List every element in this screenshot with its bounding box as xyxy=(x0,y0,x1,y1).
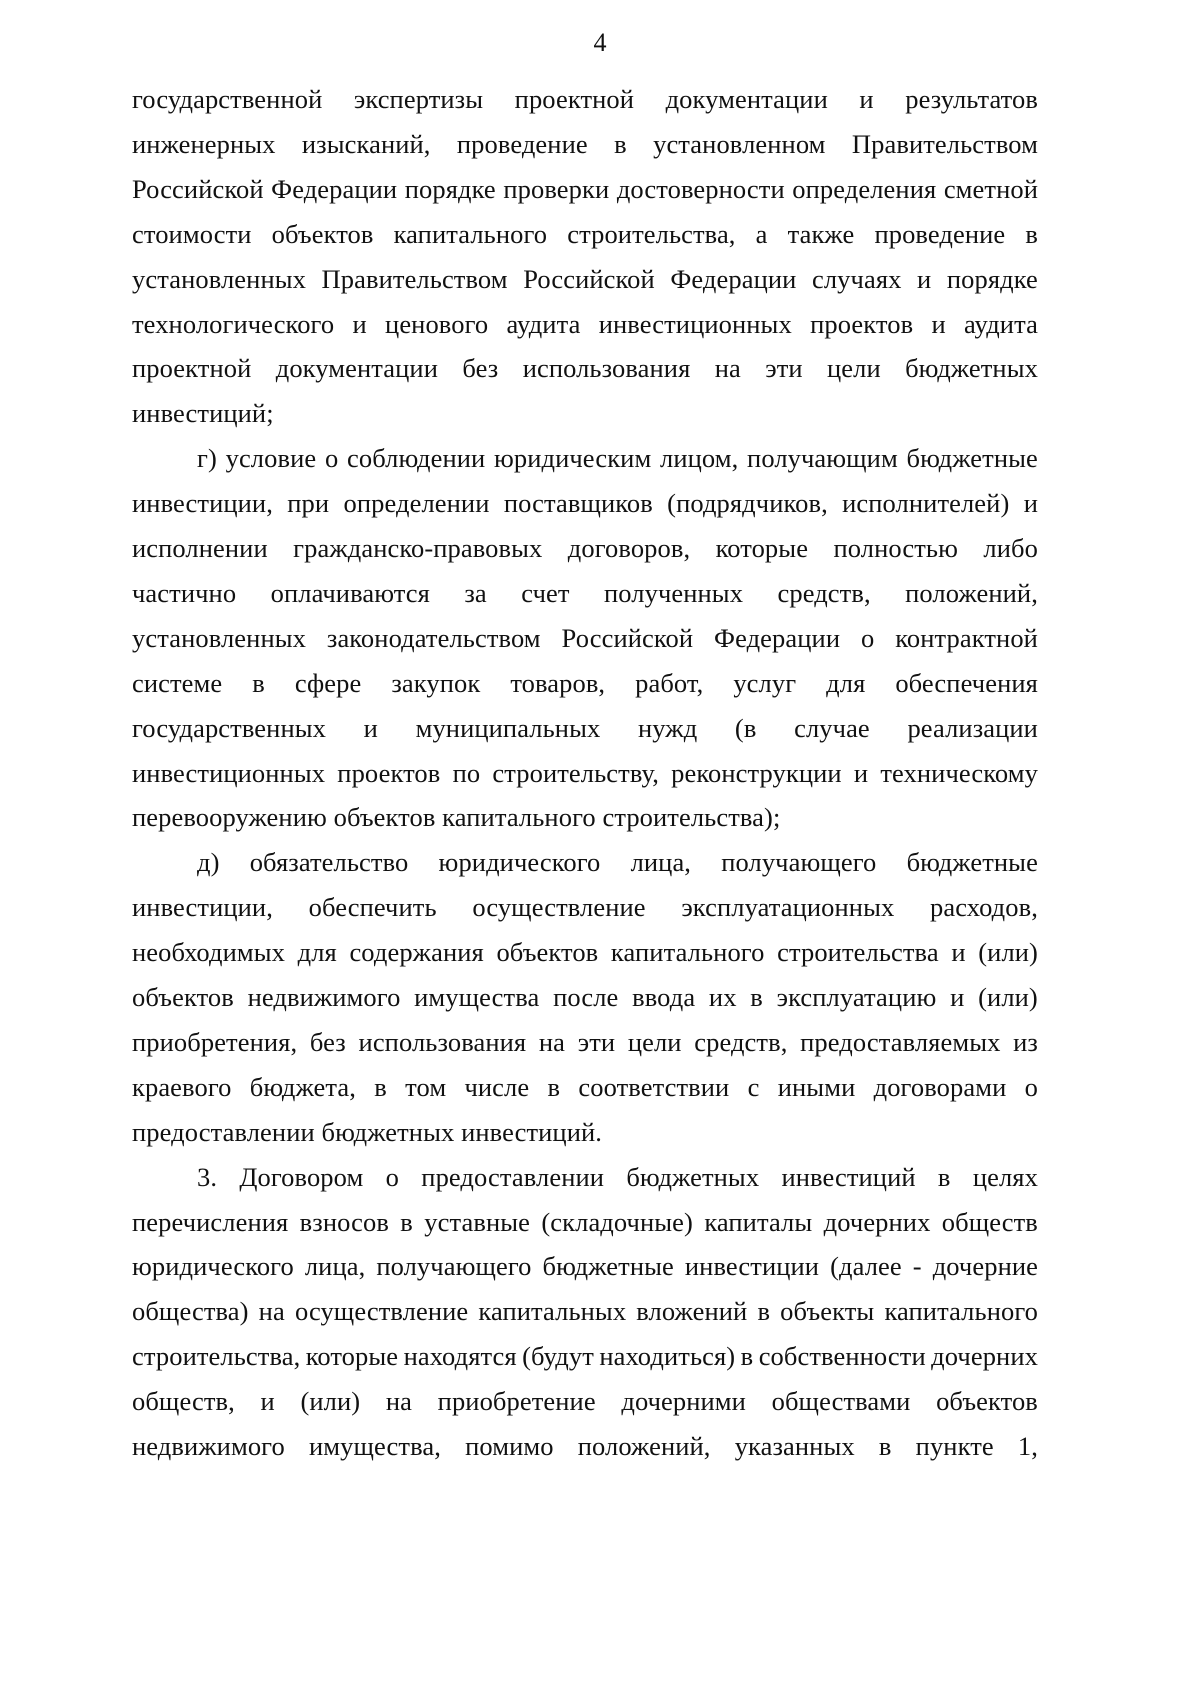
text-line: общества) на осуществление капитальных вложений в объекты капитального xyxy=(132,1296,1038,1326)
text-line: системе в сфере закупок товаров, работ, услуг для обеспечения xyxy=(132,668,1038,698)
text-line: инженерных изысканий, проведение в установленном Правительством xyxy=(132,129,1038,159)
text-line: технологического и ценового аудита инвестиционных проектов и аудита xyxy=(132,309,1038,339)
text-line: частично оплачиваются за счет полученных средств, положений, xyxy=(132,578,1038,608)
text-line: государственной экспертизы проектной документации и результатов xyxy=(132,84,1038,114)
text-line: инвестиционных проектов по строительству, реконструкции и техническому xyxy=(132,758,1038,788)
text-line: инвестиции, при определении поставщиков (подрядчиков, исполнителей) и xyxy=(132,488,1038,518)
text-line: установленных Правительством Российской Федерации случаях и порядке xyxy=(132,264,1038,294)
text-line: перевооружению объектов капитального строительства); xyxy=(132,802,781,832)
text-line: приобретения, без использования на эти цели средств, предоставляемых из xyxy=(132,1027,1038,1057)
text-line: Российской Федерации порядке проверки достоверности определения сметной xyxy=(132,174,1038,204)
text-line: предоставлении бюджетных инвестиций. xyxy=(132,1117,603,1147)
page-number: 4 xyxy=(593,28,607,57)
text-line: исполнении гражданско-правовых договоров, которые полностью либо xyxy=(132,533,1038,563)
text-line: перечисления взносов в уставные (складочные) капиталы дочерних обществ xyxy=(132,1207,1038,1237)
text-line: обществ, и (или) на приобретение дочерними обществами объектов xyxy=(132,1386,1038,1416)
text-line: инвестиции, обеспечить осуществление эксплуатационных расходов, xyxy=(132,892,1038,922)
text-line: юридического лица, получающего бюджетные инвестиции (далее - дочерние xyxy=(132,1251,1038,1281)
text-line: д) обязательство юридического лица, получающего бюджетные xyxy=(197,847,1038,877)
text-line: стоимости объектов капитального строительства, а также проведение в xyxy=(132,219,1038,249)
text-line: объектов недвижимого имущества после ввода их в эксплуатацию и (или) xyxy=(132,982,1038,1012)
text-line: установленных законодательством Российской Федерации о контрактной xyxy=(132,623,1038,653)
text-line: государственных и муниципальных нужд (в случае реализации xyxy=(132,713,1038,743)
text-line: необходимых для содержания объектов капитального строительства и (или) xyxy=(132,937,1038,967)
text-line: краевого бюджета, в том числе в соответствии с иными договорами о xyxy=(132,1072,1038,1102)
text-line: проектной документации без использования на эти цели бюджетных xyxy=(132,353,1038,383)
text-line: недвижимого имущества, помимо положений, указанных в пункте 1, xyxy=(132,1431,1038,1461)
text-line: инвестиций; xyxy=(132,398,274,428)
text-line: 3. Договором о предоставлении бюджетных инвестиций в целях xyxy=(197,1162,1038,1192)
text-line: г) условие о соблюдении юридическим лицом, получающим бюджетные xyxy=(197,443,1038,473)
text-line: строительства, которые находятся (будут находиться) в собственности дочерних xyxy=(132,1341,1038,1371)
